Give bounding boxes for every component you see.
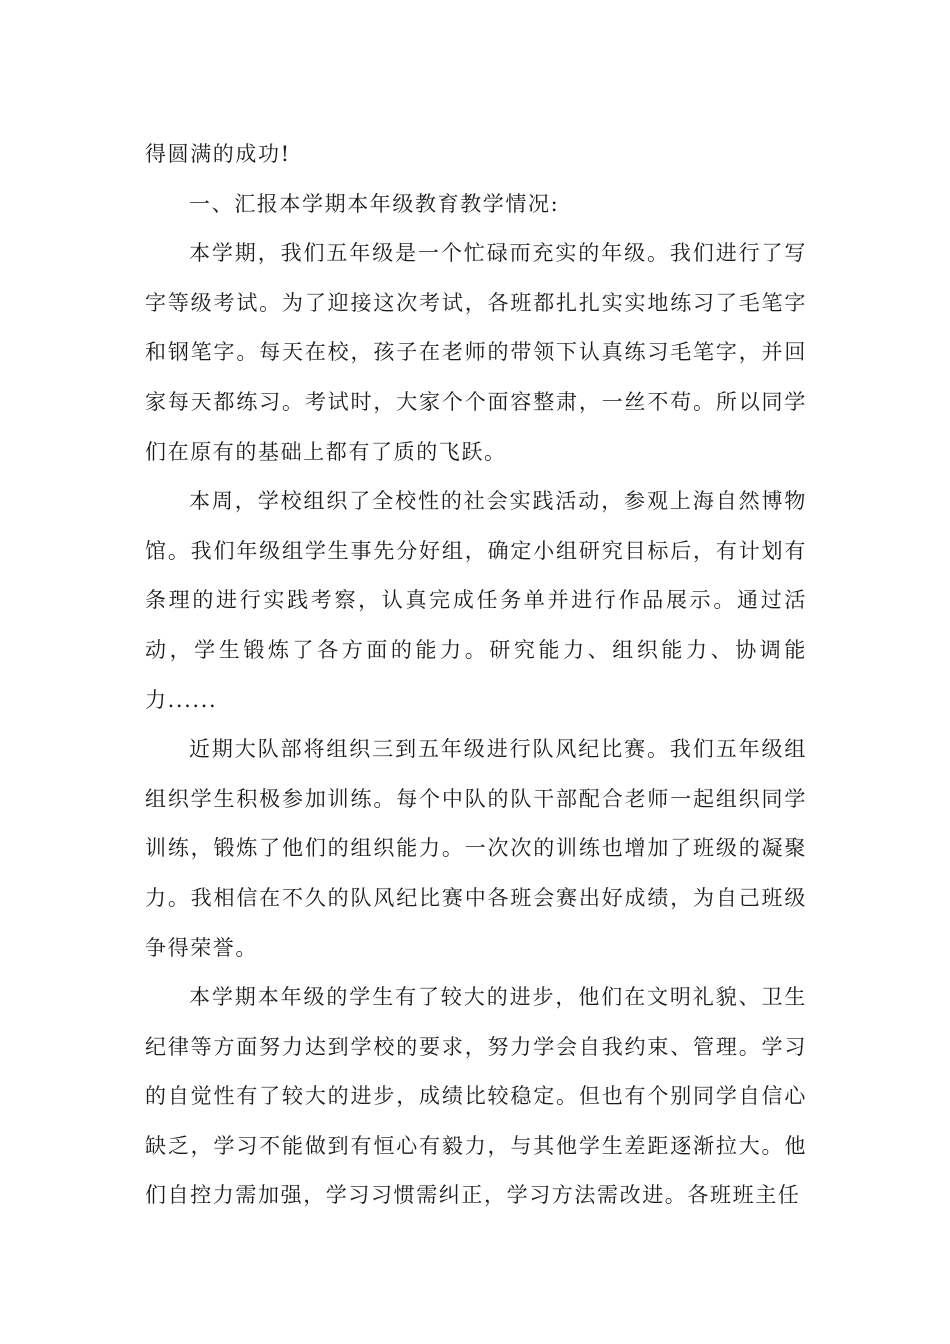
paragraph-continuation: 得圆满的成功! bbox=[145, 142, 291, 166]
section-heading: 一、汇报本学期本年级教育教学情况: bbox=[189, 191, 560, 216]
paragraph-social-practice: 本周，学校组织了全校性的社会实践活动，参观上海自然博物馆。我们年级组学生事先分好组，确定小组研究目标后，有计划有条理的进行实践考察，认真完成任务单并进行作品展示。通过活动，学生锻炼了各方面的能力。研究能力、组织能力、协调能力...... bbox=[145, 489, 807, 712]
document-body bbox=[145, 130, 807, 1221]
paragraph-team-discipline: 近期大队部将组织三到五年级进行队风纪比赛。我们五年级组组织学生积极参加训练。每个中队的队干部配合老师一起组织同学训练，锻炼了他们的组织能力。一次次的训练也增加了班级的凝聚力。我相信在不久的队风纪比赛中各班会赛出好成绩，为自己班级争得荣誉。 bbox=[145, 737, 807, 960]
paragraph-student-progress: 本学期本年级的学生有了较大的进步，他们在文明礼貌、卫生纪律等方面努力达到学校的要求，努力学会自我约束、管理。学习的自觉性有了较大的进步，成绩比较稳定。但也有个别同学自信心缺乏，学习不能做到有恒心有毅力，与其他学生差距逐渐拉大。他们自控力需加强，学习习惯需纠正，学习方法需改进。各班班主任 bbox=[145, 985, 807, 1208]
paragraph-writing-exam: 本学期，我们五年级是一个忙碌而充实的年级。我们进行了写字等级考试。为了迎接这次考试，各班都扎扎实实地练习了毛笔字和钢笔字。每天在校，孩子在老师的带领下认真练习毛笔字，并回家每天都练习。考试时，大家个个面容整肃，一丝不苟。所以同学们在原有的基础上都有了质的飞跃。 bbox=[145, 241, 807, 464]
